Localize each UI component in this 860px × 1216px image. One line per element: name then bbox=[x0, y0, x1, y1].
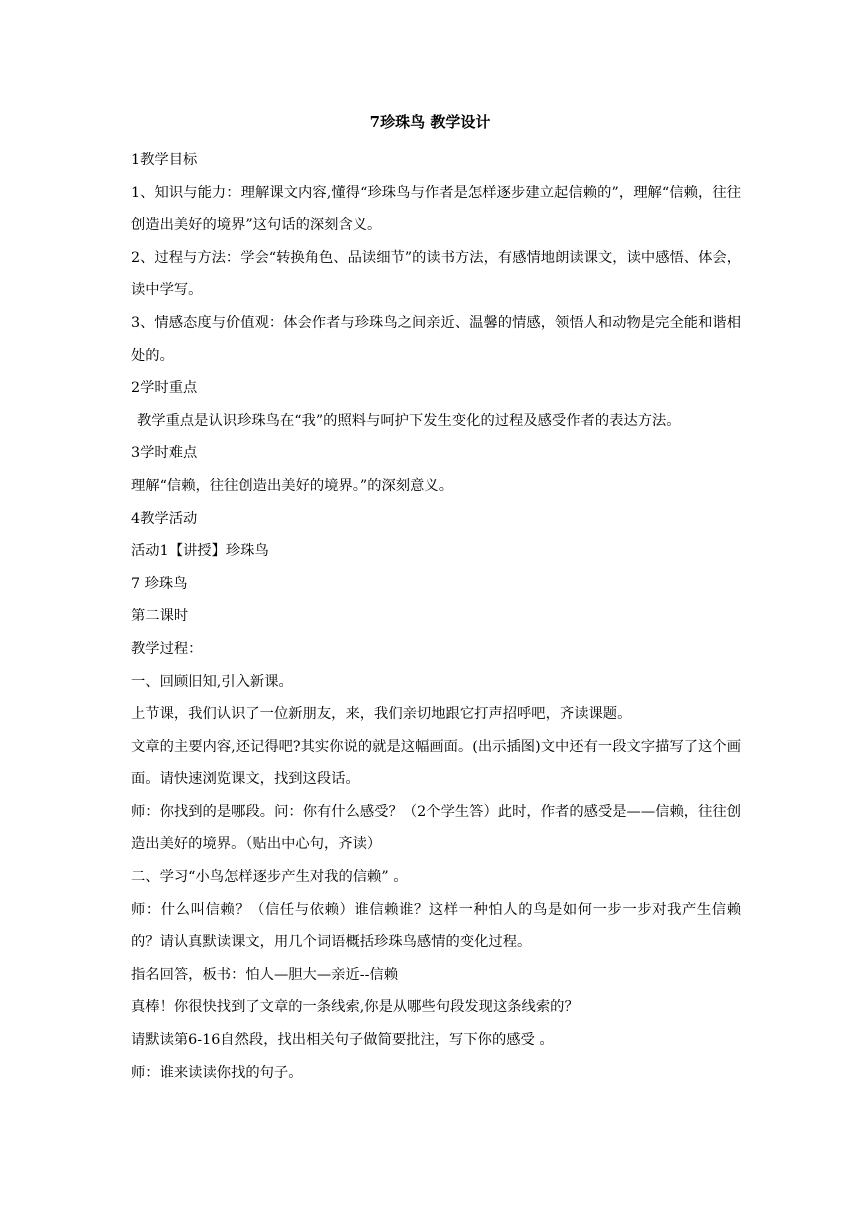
paragraph: 师：你找到的是哪段。问：你有什么感受？（2个学生答）此时，作者的感受是——信赖，往往创造出美好的境界。（贴出中心句，齐读） bbox=[131, 803, 741, 853]
lesson-title: 7 珍珠鸟 bbox=[131, 575, 188, 592]
paragraph: 师：什么叫信赖？（信任与依赖）谁信赖谁？这样一种怕人的鸟是如何一步一步对我产生信赖的？请认真默读课文，用几个词语概括珍珠鸟感情的变化过程。 bbox=[131, 901, 741, 951]
section-heading-objectives: 1教学目标 bbox=[131, 152, 198, 168]
key-points-text: 教学重点是认识珍珠鸟在“我”的照料与呵护下发生变化的过程及感受作者的表达方法。 bbox=[137, 412, 681, 429]
paragraph: 上节课，我们认识了一位新朋友，来，我们亲切地跟它打声招呼吧，齐读课题。 bbox=[131, 706, 632, 723]
difficulties-text: 理解“信赖，往往创造出美好的境界。”的深刻意义。 bbox=[131, 477, 453, 494]
paragraph: 请默读第6-16自然段，找出相关句子做简要批注，写下你的感受 。 bbox=[131, 1032, 554, 1049]
lesson-period: 第二课时 bbox=[131, 608, 189, 625]
paragraph: 师：谁来读读你找的句子。 bbox=[131, 1064, 303, 1081]
activity-title: 活动1【讲授】珍珠鸟 bbox=[131, 543, 269, 560]
step-two-heading: 二、学习“小鸟怎样逐步产生对我的信赖” 。 bbox=[131, 869, 408, 886]
section-heading-activities: 4教学活动 bbox=[131, 510, 198, 527]
objective-attitude: 3、情感态度与价值观：体会作者与珍珠鸟之间亲近、温馨的情感，领悟人和动物是完全能和谐相处的。 bbox=[131, 314, 741, 364]
step-one-heading: 一、回顾旧知,引入新课。 bbox=[131, 673, 293, 690]
paragraph: 文章的主要内容,还记得吧?其实你说的就是这幅画面。(出示插图)文中还有一段文字描写了这个画面。请快速浏览课文，找到这段话。 bbox=[131, 738, 741, 788]
objective-process: 2、过程与方法：学会“转换角色、品读细节”的读书方法，有感情地朗读课文，读中感悟、体会，读中学写。 bbox=[131, 249, 741, 299]
objective-knowledge: 1、知识与能力：理解课文内容,懂得“珍珠鸟与作者是怎样逐步建立起信赖的”，理解“信赖，往往创造出美好的境界”这句话的深刻含义。 bbox=[131, 184, 741, 234]
section-heading-key-points: 2学时重点 bbox=[131, 380, 198, 397]
paragraph: 真棒！你很快找到了文章的一条线索,你是从哪些句段发现这条线索的？ bbox=[131, 999, 579, 1016]
teaching-process-heading: 教学过程： bbox=[131, 640, 203, 657]
paragraph: 指名回答，板书：怕人—胆大—亲近--信赖 bbox=[131, 966, 399, 983]
document-title: 7珍珠鸟 教学设计 bbox=[369, 113, 491, 131]
section-heading-difficulties: 3学时难点 bbox=[131, 445, 198, 462]
document-body bbox=[131, 144, 741, 1089]
